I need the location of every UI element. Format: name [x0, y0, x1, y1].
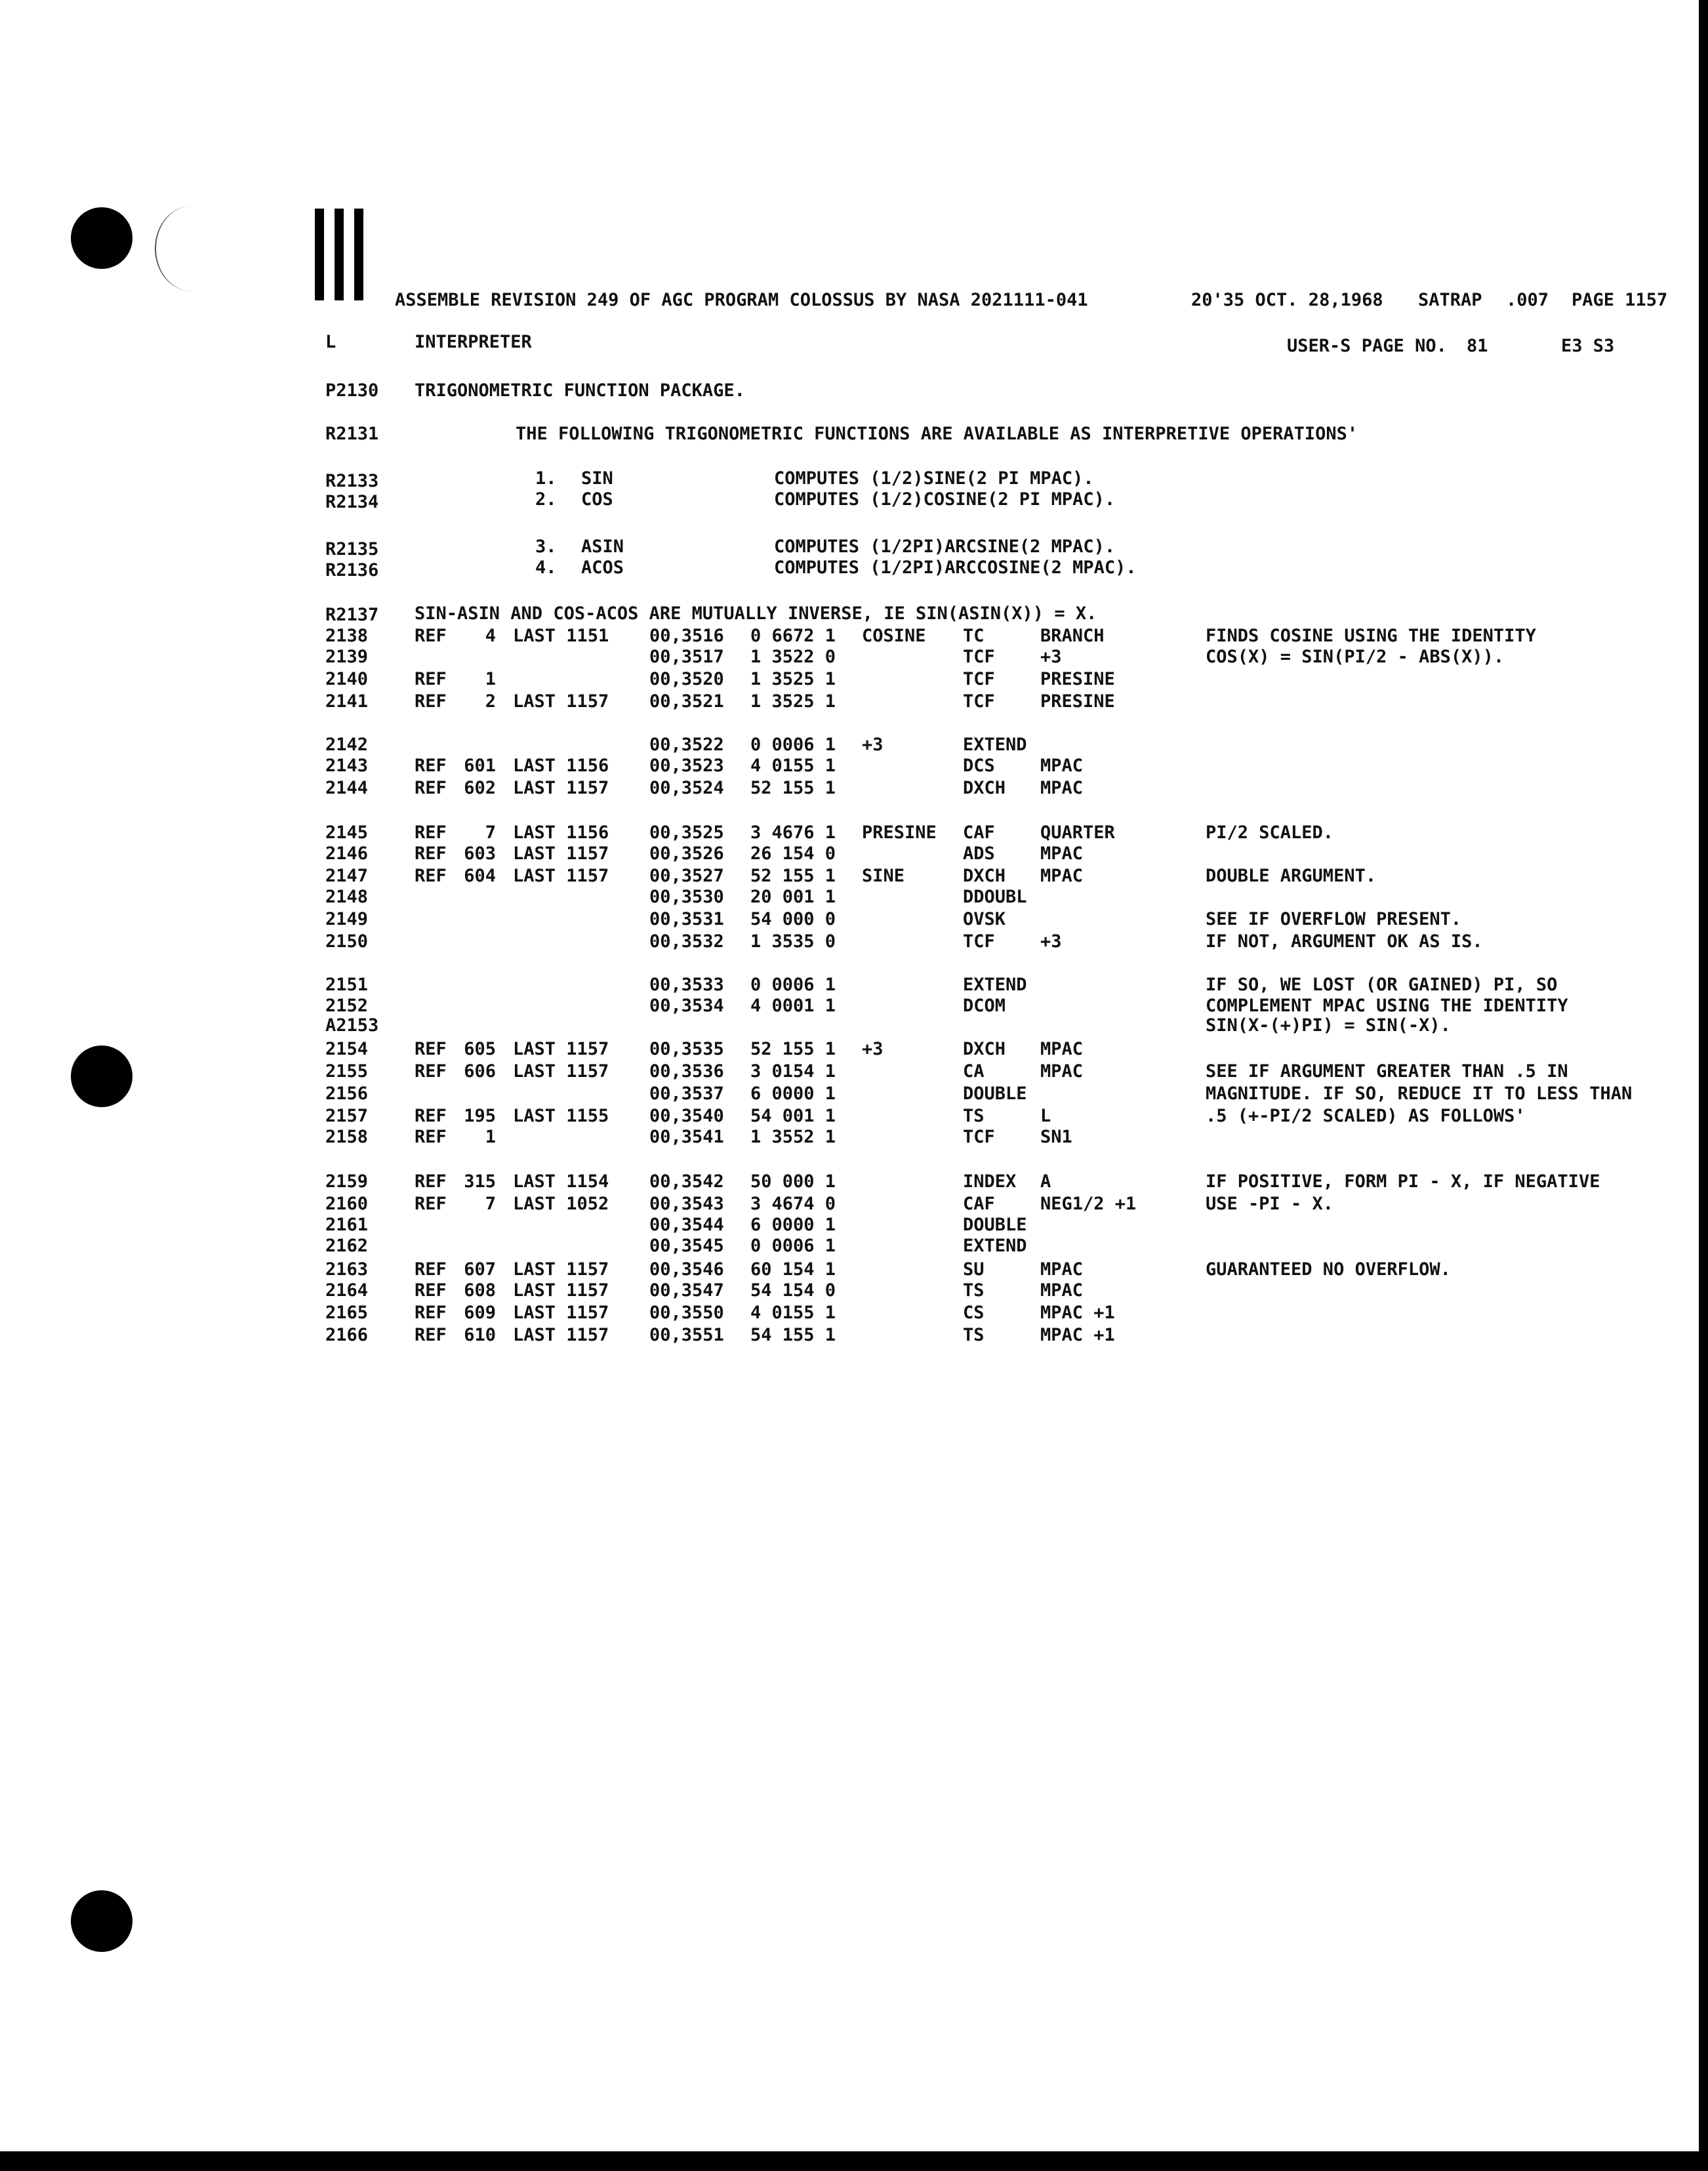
function-index: 3. [535, 537, 557, 557]
ref-count: 315 [464, 1171, 496, 1192]
octal-word: 26 154 0 [750, 843, 836, 864]
ref-count: 607 [464, 1259, 496, 1280]
comment: USE -PI - X. [1206, 1194, 1334, 1214]
ref-count: 602 [464, 778, 496, 798]
operand: L [1040, 1106, 1051, 1126]
function-name: ACOS [581, 558, 624, 578]
header-datetime: 20'35 OCT. 28,1968 [1191, 290, 1383, 310]
user-page-label: USER-S PAGE NO. [1287, 336, 1447, 356]
punch-hole-top [71, 207, 132, 269]
last-page: LAST 1151 [513, 626, 609, 646]
opcode: TCF [963, 931, 995, 952]
opcode: ADS [963, 843, 995, 864]
octal-word: 4 0155 1 [750, 1303, 836, 1323]
opcode: SU [963, 1259, 985, 1280]
opcode: TCF [963, 647, 995, 667]
opcode: EXTEND [963, 735, 1027, 755]
punch-hole-bottom [71, 1890, 132, 1952]
line-number: 2166 [325, 1325, 369, 1345]
ref-count: 606 [464, 1061, 496, 1082]
operand: NEG1/2 +1 [1040, 1194, 1137, 1214]
function-desc: COMPUTES (1/2)COSINE(2 PI MPAC). [774, 489, 1116, 510]
octal-word: 1 3525 1 [750, 691, 836, 712]
octal-word: 0 6672 1 [750, 626, 836, 646]
ref-count: 604 [464, 866, 496, 886]
last-page: LAST 1157 [513, 1303, 609, 1323]
user-page-number: 81 [1467, 336, 1488, 356]
line-number: 2142 [325, 735, 369, 755]
operand: MPAC +1 [1040, 1303, 1115, 1323]
ref-marker: REF [415, 1280, 447, 1301]
function-desc: COMPUTES (1/2PI)ARCSINE(2 MPAC). [774, 537, 1116, 557]
function-index: 4. [535, 558, 557, 578]
line-number: R2137 [325, 605, 379, 625]
octal-word: 0 0006 1 [750, 735, 836, 755]
header-satrap: SATRAP [1418, 290, 1482, 310]
opcode: INDEX [963, 1171, 1017, 1192]
function-index: 1. [535, 468, 557, 489]
line-number: A2153 [325, 1015, 379, 1036]
remark-text: THE FOLLOWING TRIGONOMETRIC FUNCTIONS ARE AVAILABLE AS INTERPRETIVE OPERATIONS' [516, 424, 1358, 444]
line-number: P2130 [325, 380, 379, 401]
ref-count: 195 [464, 1106, 496, 1126]
ref-count: 608 [464, 1280, 496, 1301]
binder-ring-mark [155, 206, 228, 291]
line-number: 2146 [325, 843, 369, 864]
operand: +3 [1040, 931, 1062, 952]
opcode: DCS [963, 756, 995, 776]
code-label: COSINE [862, 626, 926, 646]
octal-word: 0 0006 1 [750, 1236, 836, 1256]
comment: IF POSITIVE, FORM PI - X, IF NEGATIVE [1206, 1171, 1600, 1192]
operand: MPAC [1040, 1280, 1084, 1301]
last-page: LAST 1157 [513, 778, 609, 798]
octal-word: 54 155 1 [750, 1325, 836, 1345]
line-number: 2161 [325, 1215, 369, 1235]
octal-word: 6 0000 1 [750, 1215, 836, 1235]
address: 00,3532 [649, 931, 724, 952]
address: 00,3525 [649, 822, 724, 843]
octal-word: 4 0001 1 [750, 996, 836, 1016]
line-number: 2140 [325, 669, 369, 689]
line-number: R2133 [325, 471, 379, 491]
last-page: LAST 1157 [513, 1325, 609, 1345]
ref-marker: REF [415, 1106, 447, 1126]
last-page: LAST 1052 [513, 1194, 609, 1214]
address: 00,3551 [649, 1325, 724, 1345]
section-code: E3 S3 [1561, 336, 1615, 356]
octal-word: 52 155 1 [750, 1039, 836, 1059]
comment: SIN(X-(+)PI) = SIN(-X). [1206, 1015, 1451, 1036]
operand: MPAC [1040, 756, 1084, 776]
ref-marker: REF [415, 866, 447, 886]
operand: MPAC [1040, 1259, 1084, 1280]
octal-word: 1 3552 1 [750, 1127, 836, 1147]
opcode: EXTEND [963, 975, 1027, 995]
octal-word: 3 4674 0 [750, 1194, 836, 1214]
comment: IF NOT, ARGUMENT OK AS IS. [1206, 931, 1483, 952]
line-number: 2149 [325, 909, 369, 929]
line-number: 2158 [325, 1127, 369, 1147]
binder-bars [315, 209, 370, 300]
octal-word: 20 001 1 [750, 887, 836, 907]
line-number: 2139 [325, 647, 369, 667]
opcode: DXCH [963, 1039, 1006, 1059]
operand: PRESINE [1040, 669, 1115, 689]
opcode: DDOUBL [963, 887, 1027, 907]
operand: MPAC [1040, 866, 1084, 886]
ref-count: 610 [464, 1325, 496, 1345]
function-name: SIN [581, 468, 613, 489]
line-number: 2157 [325, 1106, 369, 1126]
line-number: 2155 [325, 1061, 369, 1082]
ref-marker: REF [415, 1303, 447, 1323]
last-page: LAST 1157 [513, 843, 609, 864]
address: 00,3545 [649, 1236, 724, 1256]
line-number: 2156 [325, 1084, 369, 1104]
line-number: 2159 [325, 1171, 369, 1192]
ref-marker: REF [415, 1259, 447, 1280]
octal-word: 54 000 0 [750, 909, 836, 929]
header-version: .007 [1506, 290, 1549, 310]
code-label: +3 [862, 735, 884, 755]
operand: PRESINE [1040, 691, 1115, 712]
address: 00,3522 [649, 735, 724, 755]
octal-word: 50 000 1 [750, 1171, 836, 1192]
last-page: LAST 1157 [513, 1280, 609, 1301]
address: 00,3534 [649, 996, 724, 1016]
ref-count: 601 [464, 756, 496, 776]
comment: COMPLEMENT MPAC USING THE IDENTITY [1206, 996, 1568, 1016]
line-number: 2143 [325, 756, 369, 776]
line-number: 2164 [325, 1280, 369, 1301]
punch-hole-middle [71, 1045, 132, 1107]
octal-word: 1 3535 0 [750, 931, 836, 952]
ref-marker: REF [415, 626, 447, 646]
line-number: 2147 [325, 866, 369, 886]
ref-marker: REF [415, 822, 447, 843]
line-number: 2138 [325, 626, 369, 646]
octal-word: 54 001 1 [750, 1106, 836, 1126]
opcode: EXTEND [963, 1236, 1027, 1256]
opcode: CAF [963, 822, 995, 843]
ref-marker: REF [415, 1194, 447, 1214]
octal-word: 0 0006 1 [750, 975, 836, 995]
octal-word: 3 0154 1 [750, 1061, 836, 1082]
header-page: PAGE 1157 [1572, 290, 1668, 310]
comment: COS(X) = SIN(PI/2 - ABS(X)). [1206, 647, 1505, 667]
code-label: SINE [862, 866, 905, 886]
address: 00,3524 [649, 778, 724, 798]
octal-word: 3 4676 1 [750, 822, 836, 843]
opcode: DOUBLE [963, 1215, 1027, 1235]
comment: MAGNITUDE. IF SO, REDUCE IT TO LESS THAN [1206, 1084, 1633, 1104]
octal-word: 52 155 1 [750, 866, 836, 886]
remark-text: SIN-ASIN AND COS-ACOS ARE MUTUALLY INVERSE, IE SIN(ASIN(X)) = X. [415, 603, 1097, 624]
ref-count: 4 [485, 626, 496, 646]
function-desc: COMPUTES (1/2PI)ARCCOSINE(2 MPAC). [774, 558, 1137, 578]
operand: MPAC [1040, 1039, 1084, 1059]
line-number: 2154 [325, 1039, 369, 1059]
address: 00,3516 [649, 626, 724, 646]
last-page: LAST 1154 [513, 1171, 609, 1192]
section-flag: L [325, 332, 336, 352]
opcode: CA [963, 1061, 985, 1082]
octal-word: 1 3525 1 [750, 669, 836, 689]
opcode: TS [963, 1280, 985, 1301]
function-desc: COMPUTES (1/2)SINE(2 PI MPAC). [774, 468, 1094, 489]
ref-marker: REF [415, 1039, 447, 1059]
comment: IF SO, WE LOST (OR GAINED) PI, SO [1206, 975, 1558, 995]
ref-marker: REF [415, 778, 447, 798]
octal-word: 4 0155 1 [750, 756, 836, 776]
scan-right-edge [1699, 0, 1708, 2171]
operand: A [1040, 1171, 1051, 1192]
address: 00,3517 [649, 647, 724, 667]
function-name: COS [581, 489, 613, 510]
ref-marker: REF [415, 1325, 447, 1345]
opcode: CAF [963, 1194, 995, 1214]
line-number: 2163 [325, 1259, 369, 1280]
address: 00,3537 [649, 1084, 724, 1104]
code-label: PRESINE [862, 822, 937, 843]
last-page: LAST 1157 [513, 691, 609, 712]
comment: GUARANTEED NO OVERFLOW. [1206, 1259, 1451, 1280]
function-index: 2. [535, 489, 557, 510]
opcode: TS [963, 1106, 985, 1126]
ref-marker: REF [415, 843, 447, 864]
comment: .5 (+-PI/2 SCALED) AS FOLLOWS' [1206, 1106, 1526, 1126]
opcode: OVSK [963, 909, 1006, 929]
address: 00,3550 [649, 1303, 724, 1323]
address: 00,3543 [649, 1194, 724, 1214]
octal-word: 6 0000 1 [750, 1084, 836, 1104]
address: 00,3540 [649, 1106, 724, 1126]
line-number: R2136 [325, 560, 379, 580]
address: 00,3523 [649, 756, 724, 776]
line-number: 2141 [325, 691, 369, 712]
operand: MPAC +1 [1040, 1325, 1115, 1345]
ref-count: 2 [485, 691, 496, 712]
line-number: 2148 [325, 887, 369, 907]
address: 00,3541 [649, 1127, 724, 1147]
last-page: LAST 1156 [513, 756, 609, 776]
ref-marker: REF [415, 669, 447, 689]
comment: SEE IF OVERFLOW PRESENT. [1206, 909, 1462, 929]
code-label: +3 [862, 1039, 884, 1059]
line-number: 2152 [325, 996, 369, 1016]
comment: SEE IF ARGUMENT GREATER THAN .5 IN [1206, 1061, 1568, 1082]
comment: DOUBLE ARGUMENT. [1206, 866, 1377, 886]
opcode: DXCH [963, 778, 1006, 798]
address: 00,3546 [649, 1259, 724, 1280]
operand: +3 [1040, 647, 1062, 667]
opcode: TCF [963, 691, 995, 712]
ref-marker: REF [415, 1171, 447, 1192]
ref-marker: REF [415, 691, 447, 712]
ref-count: 7 [485, 1194, 496, 1214]
line-number: R2131 [325, 424, 379, 444]
last-page: LAST 1155 [513, 1106, 609, 1126]
header-title: ASSEMBLE REVISION 249 OF AGC PROGRAM COLOSSUS BY NASA 2021111-041 [395, 290, 1088, 310]
line-number: 2150 [325, 931, 369, 952]
opcode: TCF [963, 1127, 995, 1147]
address: 00,3542 [649, 1171, 724, 1192]
last-page: LAST 1157 [513, 1259, 609, 1280]
last-page: LAST 1157 [513, 866, 609, 886]
ref-count: 1 [485, 669, 496, 689]
operand: MPAC [1040, 843, 1084, 864]
opcode: TC [963, 626, 985, 646]
address: 00,3547 [649, 1280, 724, 1301]
operand: BRANCH [1040, 626, 1105, 646]
octal-word: 52 155 1 [750, 778, 836, 798]
operand: SN1 [1040, 1127, 1072, 1147]
line-number: 2145 [325, 822, 369, 843]
address: 00,3520 [649, 669, 724, 689]
opcode: CS [963, 1303, 985, 1323]
address: 00,3544 [649, 1215, 724, 1235]
section-name: INTERPRETER [415, 332, 532, 352]
address: 00,3533 [649, 975, 724, 995]
scan-bottom-edge [0, 2151, 1708, 2171]
line-number: 2165 [325, 1303, 369, 1323]
opcode: DXCH [963, 866, 1006, 886]
address: 00,3535 [649, 1039, 724, 1059]
address: 00,3530 [649, 887, 724, 907]
address: 00,3526 [649, 843, 724, 864]
address: 00,3536 [649, 1061, 724, 1082]
opcode: TCF [963, 669, 995, 689]
operand: MPAC [1040, 1061, 1084, 1082]
address: 00,3521 [649, 691, 724, 712]
ref-count: 7 [485, 822, 496, 843]
address: 00,3527 [649, 866, 724, 886]
address: 00,3531 [649, 909, 724, 929]
opcode: TS [963, 1325, 985, 1345]
ref-marker: REF [415, 756, 447, 776]
ref-count: 605 [464, 1039, 496, 1059]
last-page: LAST 1157 [513, 1039, 609, 1059]
opcode: DCOM [963, 996, 1006, 1016]
function-name: ASIN [581, 537, 624, 557]
line-number: 2151 [325, 975, 369, 995]
line-number: R2134 [325, 492, 379, 512]
line-number: 2144 [325, 778, 369, 798]
ref-count: 603 [464, 843, 496, 864]
line-number: R2135 [325, 539, 379, 559]
line-number: 2160 [325, 1194, 369, 1214]
last-page: LAST 1157 [513, 1061, 609, 1082]
octal-word: 1 3522 0 [750, 647, 836, 667]
ref-marker: REF [415, 1127, 447, 1147]
octal-word: 60 154 1 [750, 1259, 836, 1280]
ref-count: 609 [464, 1303, 496, 1323]
opcode: DOUBLE [963, 1084, 1027, 1104]
ref-marker: REF [415, 1061, 447, 1082]
operand: MPAC [1040, 778, 1084, 798]
remark-text: TRIGONOMETRIC FUNCTION PACKAGE. [415, 380, 745, 401]
ref-count: 1 [485, 1127, 496, 1147]
operand: QUARTER [1040, 822, 1115, 843]
comment: FINDS COSINE USING THE IDENTITY [1206, 626, 1536, 646]
comment: PI/2 SCALED. [1206, 822, 1334, 843]
line-number: 2162 [325, 1236, 369, 1256]
last-page: LAST 1156 [513, 822, 609, 843]
octal-word: 54 154 0 [750, 1280, 836, 1301]
